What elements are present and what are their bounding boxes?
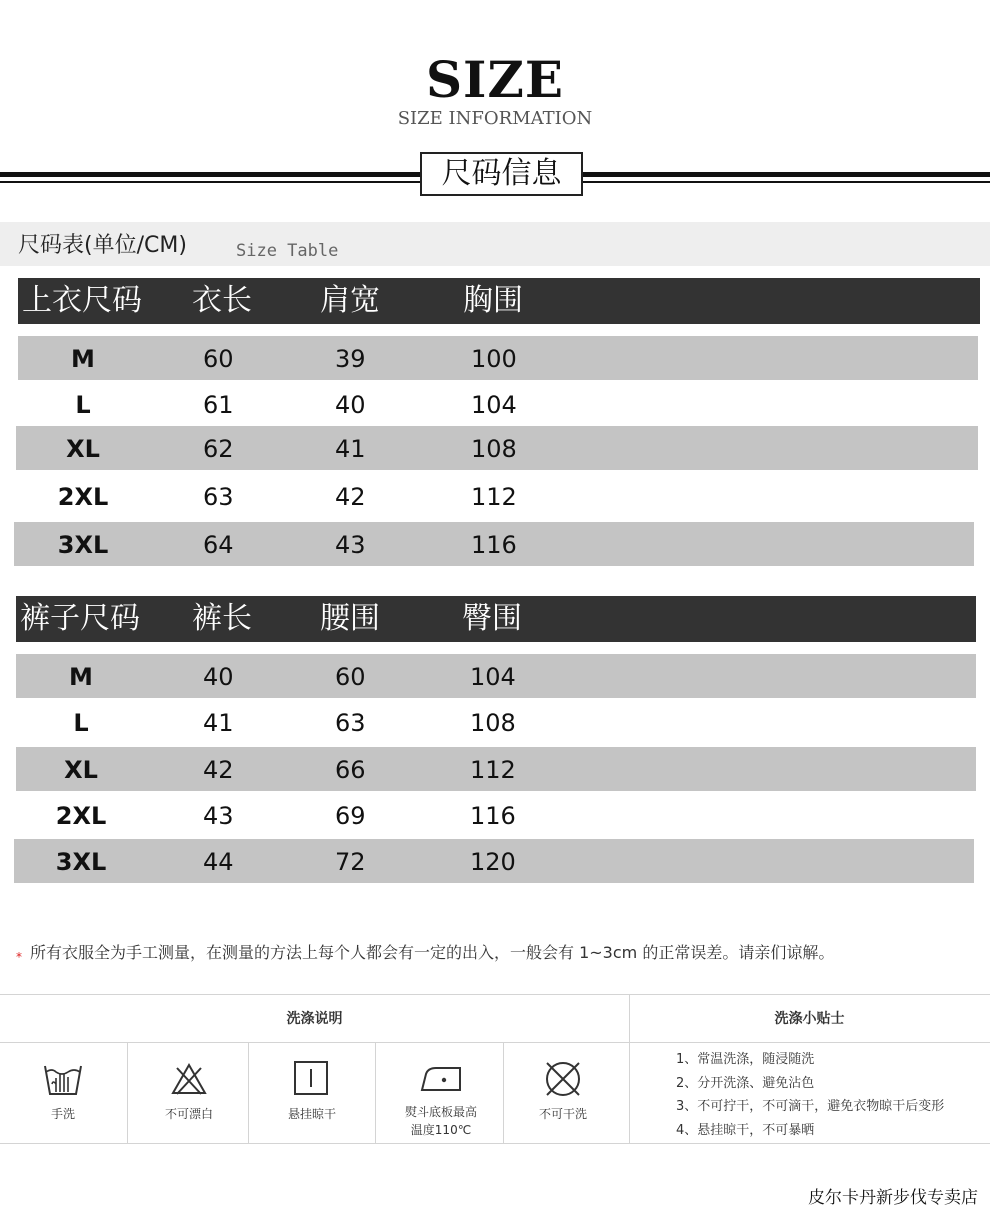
column-header-length: 裤长 <box>192 601 252 636</box>
iron-icon <box>418 1062 464 1094</box>
top-size-table-header <box>18 278 980 324</box>
value-cell: 72 <box>335 848 366 876</box>
value-cell: 61 <box>203 391 234 419</box>
measurement-note: 所有衣服全为手工测量，在测量的方法上每个人都会有一定的出入，一般会有 1~3cm 的正常误差。请亲们谅解。 <box>30 943 835 962</box>
care-label: 悬挂晾干 <box>287 1107 336 1121</box>
table-row <box>14 522 974 566</box>
value-cell: 120 <box>470 848 516 876</box>
value-cell: 42 <box>203 756 234 784</box>
no-bleach-icon <box>170 1062 208 1096</box>
column-header-size: 裤子尺码 <box>20 601 140 636</box>
table-row <box>16 793 976 837</box>
value-cell: 100 <box>471 345 517 373</box>
value-cell: 44 <box>203 848 234 876</box>
care-line <box>0 994 990 995</box>
value-cell: 66 <box>335 756 366 784</box>
column-header-waist: 腰围 <box>320 601 380 636</box>
value-cell: 64 <box>203 531 234 559</box>
page-title: SIZE <box>425 50 565 109</box>
value-cell: 104 <box>471 391 517 419</box>
care-label: 不可干洗 <box>538 1107 587 1121</box>
value-cell: 43 <box>335 531 366 559</box>
column-header-length: 衣长 <box>192 283 252 318</box>
note-asterisk: * <box>16 950 22 964</box>
size-cell: 3XL <box>55 848 107 876</box>
care-line <box>248 1042 249 1143</box>
column-header-hip: 臀围 <box>462 601 522 636</box>
table-row <box>16 747 976 791</box>
care-line <box>127 1042 128 1143</box>
table-row <box>18 382 978 426</box>
size-cell: XL <box>64 756 98 784</box>
value-cell: 112 <box>471 483 517 511</box>
table-caption: 尺码表(单位/CM) <box>18 233 187 258</box>
value-cell: 112 <box>470 756 516 784</box>
value-cell: 69 <box>335 802 366 830</box>
table-caption-english: Size Table <box>236 241 339 261</box>
table-row <box>16 654 976 698</box>
size-cell: 2XL <box>57 483 109 511</box>
value-cell: 41 <box>203 709 234 737</box>
value-cell: 63 <box>203 483 234 511</box>
care-label: 熨斗底板最高 <box>404 1105 477 1119</box>
value-cell: 39 <box>335 345 366 373</box>
store-name: 皮尔卡丹新步伐专卖店 <box>808 1188 978 1208</box>
section-label: 尺码信息 <box>420 152 583 196</box>
hang-dry-icon <box>293 1060 329 1096</box>
size-cell: XL <box>66 435 100 463</box>
column-header-size: 上衣尺码 <box>22 283 142 318</box>
table-row <box>16 700 976 744</box>
list-item: 4、悬挂晾干，不可暴晒 <box>676 1122 815 1138</box>
size-cell: 2XL <box>55 802 107 830</box>
list-item: 1、常温洗涤，随浸随洗 <box>676 1052 815 1067</box>
list-item: 3、不可拧干，不可滴干，避免衣物晾干后变形 <box>676 1099 945 1114</box>
divider-left-thin <box>0 181 420 183</box>
size-cell: L <box>75 391 91 419</box>
value-cell: 41 <box>335 435 366 463</box>
value-cell: 60 <box>335 663 366 691</box>
value-cell: 116 <box>470 802 516 830</box>
size-cell: M <box>71 345 95 373</box>
value-cell: 40 <box>203 663 234 691</box>
table-row <box>16 426 978 470</box>
care-line <box>375 1042 376 1143</box>
value-cell: 42 <box>335 483 366 511</box>
washing-instructions-title: 洗涤说明 <box>286 1011 343 1027</box>
value-cell: 116 <box>471 531 517 559</box>
divider-left-thick <box>0 172 420 177</box>
size-cell: 3XL <box>57 531 109 559</box>
divider-right-thin <box>583 181 990 183</box>
care-label: 温度110℃ <box>410 1123 472 1137</box>
value-cell: 40 <box>335 391 366 419</box>
size-cell: L <box>73 709 89 737</box>
washing-tips-list <box>676 1048 944 1142</box>
pants-size-table-header <box>16 596 976 642</box>
value-cell: 108 <box>470 709 516 737</box>
column-header-shoulder: 肩宽 <box>320 283 380 318</box>
value-cell: 63 <box>335 709 366 737</box>
care-line <box>0 1042 990 1043</box>
value-cell: 104 <box>470 663 516 691</box>
washing-tips-title: 洗涤小贴士 <box>774 1011 845 1027</box>
size-cell: M <box>69 663 93 691</box>
table-row <box>14 839 974 883</box>
page-subtitle: SIZE INFORMATION <box>397 108 593 129</box>
list-item: 2、分开洗涤、避免沾色 <box>676 1075 815 1091</box>
table-row <box>16 474 978 518</box>
value-cell: 43 <box>203 802 234 830</box>
hand-wash-icon <box>42 1062 84 1098</box>
no-dry-clean-icon <box>543 1060 583 1098</box>
value-cell: 62 <box>203 435 234 463</box>
care-label: 手洗 <box>50 1107 75 1121</box>
table-row <box>18 336 978 380</box>
care-line <box>503 1042 504 1143</box>
care-line <box>0 1143 990 1144</box>
value-cell: 60 <box>203 345 234 373</box>
column-header-chest: 胸围 <box>463 283 523 318</box>
value-cell: 108 <box>471 435 517 463</box>
care-label: 不可漂白 <box>164 1107 213 1121</box>
divider-right-thick <box>583 172 990 177</box>
